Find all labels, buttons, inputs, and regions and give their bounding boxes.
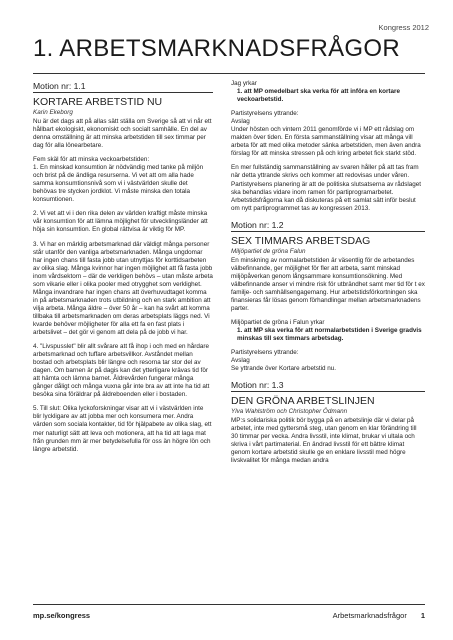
footer-divider	[33, 604, 425, 605]
board-statement-label: Partistyrelsens yttrande:	[231, 349, 299, 357]
motion-title: KORTARE ARBETSTID NU	[33, 95, 163, 108]
yrkar-label: Miljöpartiet de gröna i Falun yrkar	[231, 318, 325, 326]
paragraph: 3. Vi har en märklig arbetsmarknad där väldigt många personer står utanför den vanliga arbetsmarknaden. Många ungdomar har ingen chans till fasta jobb utan utnyttjas för korttidsarbeten av olika slag. Många kvinnor har ingen möjlighet att få fasta jobb inom vårdsektorn – där de verkligen behövs – utan måste arbeta som vikarie eller i olika pooler med otrygghet som verklighet. Många invandrare har ingen chans att överhuvudtaget komma in på arbetsmarknaden trots utbildning och en stark ambition att vilja arbeta. Många äldre – över 50 år – kan ha svårt att komma tillbaka till arbetsmarknaden om deras arbetsplats läggs ned. Vi kvarde behöver möjligheter för alla ett fa en fast plats i arbetslivet – det gör vi genom att dela på de jobb vi har.	[33, 240, 213, 337]
paragraph: 4. "Livspusslet" blir allt svårare att få ihop i och med en hårdare arbetsmarknad och tuffare arbetsvillkor. Avståndet mellan bostad och arbetsplats blir längre och resorna tar stor del av dagen. Om barnen är på dagis kan det ytterligare krävas tid för att hämta och lämna barnet. Åldrevården fungerar många gånger dåligt och många vuxna går inte bra av att inte ha tid att besöka sina föräldrar på äldreboenden eller i bostaden.	[33, 343, 210, 399]
motion-author: Ylva Wahlström och Christopher Ödmann	[231, 408, 348, 416]
left-column	[33, 80, 213, 460]
motion-number: Motion nr: 1.2	[231, 219, 284, 230]
motion-number: Motion nr: 1.3	[231, 380, 284, 391]
footer-url[interactable]: mp.se/kongress	[33, 611, 91, 620]
board-statement-label: Partistyrelsens yttrande:	[231, 110, 299, 118]
decision: Avslag	[231, 118, 250, 126]
motion-author: Karin Ekeborg	[33, 108, 73, 116]
title-divider	[33, 73, 425, 74]
decision: Avslag	[231, 357, 250, 365]
paragraph: 5. Till slut: Olika lyckoforskningar visar att vi i västvärlden inte blir lyckligare av att jobba mer och konsumera mer. Andra värden som sociala kontakter, tid för hjälpabete av olika slag, ett mer naturligt sätt att leva och motionera, att ha tid att laga mat från grunden mm är mer betydelsefulla för oss än högre lön och längre arbetstid.	[33, 405, 212, 453]
paragraph: En mer fullständig sammanställning av svaren håller på att tas fram när detta yttrande skrivs och kommer att redovisas under våren. Partistyrelsens planering är att de politiska slutsatserna av rådslaget ska behandlas vidare inom ramen för partiprogramarbetet. Arbetstidsfrågorna kan då diskuteras på ett samlat sätt inför beslut om nytt partiprogrammet tas av kongressen 2013.	[231, 164, 422, 212]
congress-label: Kongress 2012	[378, 23, 429, 32]
paragraph: Nu är det dags att på allas sätt ställa om Sverige så att vi når ett hållbart ekologiskt, ekonomiskt och socialt samhälle. En del av denna omställning är att minska arbetstiden till sex timmar per dag för alla lönearbetare.	[33, 117, 212, 150]
paragraph: En minskning av normalarbetstiden är väsentlig för de arbetandes välbefinnande, ger möjlighet för fler att arbeta, samt minskad miljöpåverkan genom långsammare konsumtionsökning. Med välbefinnande anser vi mindre risk för utbrändhet samt mer tid för t ex familje- och samhällsengagemang. Hur arbetstidsförkortningen ska finansieras får lösas genom förhandlingar mellan arbetsmarknadens parter.	[231, 256, 425, 312]
paragraph: 2. Vi vet att vi i den rika delen av världen kraftigt måste minska vår konsumtion för att lämna möjlighet för utvecklingsländer att höja sin konsumtion. En global rättvisa är viktig för MP.	[33, 210, 208, 234]
page-number: 1	[420, 611, 425, 620]
motion-divider	[231, 391, 425, 392]
paragraph: Se yttrande över Kortare arbetstid nu.	[231, 365, 337, 373]
yrkande: 1. att MP omedelbart ska verka för att införa en kortare veckoarbetstid.	[237, 88, 400, 104]
paragraph: Fem skäl för att minska veckoarbetstiden:	[33, 156, 150, 164]
right-column	[231, 80, 425, 471]
page-title: 1. ARBETSMARKNADSFRÅGOR	[33, 35, 400, 62]
motion-number: Motion nr: 1.1	[33, 81, 86, 91]
footer-section-label: Arbetsmarknadsfrågor	[332, 611, 407, 620]
paragraph: 1. En minskad konsumtion är nödvändig med tanke på miljön och brist på de ändliga resurserna. Vi vet att om alla hade samma konsumtionsnivå som vi i västvärlden skulle det behövas tre stycken jordklot. Vi måste minska den totala konsumtionen.	[33, 164, 204, 204]
paragraph: MP:s solidariska politik bör bygga på en arbetslinje där vi delar på arbetet, inte med gyttersmå steg, utan genom en klar förändring till 30 timmar per vecka. Andra livsstil, inte klimat, brukar vi ultala och skriva i vårt partimaterial. En ändrad livsstil för ett bättre klimat genom kortare arbetstid skulle ge en enklare livsstil med högre livskvalitet för många medan andra	[231, 417, 417, 465]
paragraph: Under hösten och vintern 2011 genomförde vi i MP ett rådslag om makten över tiden. En första sammanställning visar att många vill arbeta för att med olika metoder sänka arbetstiden, men även andra förslag för att minska stressen på och kring arbetet fick starkt stöd.	[231, 126, 421, 158]
motion-author: Miljöpartiet de gröna Falun	[231, 247, 306, 255]
yrkar-label: Jag yrkar	[231, 80, 257, 87]
footer-section	[333, 611, 425, 620]
motion-title: SEX TIMMARS ARBETSDAG	[231, 234, 371, 247]
motion-divider	[231, 231, 425, 232]
yrkande: 1. att MP ska verka för att normalarbetstiden i Sverige gradvis minskas till sex timmars arbetsdag.	[237, 326, 422, 343]
motion-title: DEN GRÖNA ARBETSLINJEN	[231, 395, 375, 408]
motion-divider	[33, 92, 213, 93]
